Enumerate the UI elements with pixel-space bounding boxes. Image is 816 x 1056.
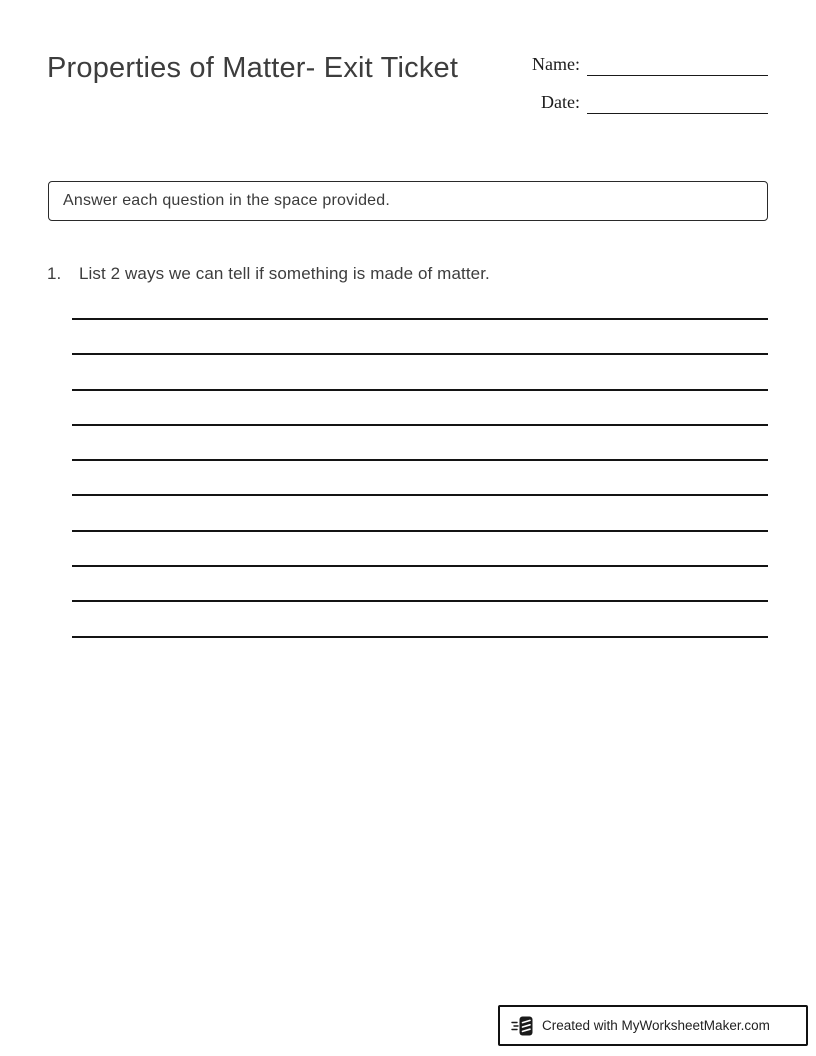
answer-lines-area[interactable] [72, 318, 768, 671]
name-label: Name: [532, 54, 580, 74]
name-input-line[interactable] [587, 54, 768, 76]
worksheet-maker-logo-icon [511, 1014, 534, 1038]
name-field-row [518, 52, 768, 76]
question-block [47, 262, 768, 671]
answer-line[interactable] [72, 600, 768, 635]
question-number: 1. [47, 264, 62, 283]
answer-line[interactable] [72, 636, 768, 671]
question-text: List 2 ways we can tell if something is made of matter. [79, 264, 490, 283]
answer-line[interactable] [72, 389, 768, 424]
answer-line[interactable] [72, 424, 768, 459]
footer-credit[interactable] [498, 1005, 808, 1046]
question-text-row [47, 262, 768, 285]
instructions-box [48, 181, 768, 221]
answer-line[interactable] [72, 494, 768, 529]
student-info-fields [518, 52, 768, 128]
date-input-line[interactable] [587, 92, 768, 114]
credit-text: Created with MyWorksheetMaker.com [542, 1018, 770, 1033]
date-field-row [518, 90, 768, 114]
questions-section [47, 262, 768, 671]
page-title: Properties of Matter- Exit Ticket [47, 52, 459, 84]
date-label: Date: [541, 92, 580, 112]
answer-line[interactable] [72, 318, 768, 353]
answer-line[interactable] [72, 459, 768, 494]
answer-line[interactable] [72, 530, 768, 565]
answer-line[interactable] [72, 565, 768, 600]
answer-line[interactable] [72, 353, 768, 388]
instructions-text: Answer each question in the space provided. [63, 192, 391, 209]
